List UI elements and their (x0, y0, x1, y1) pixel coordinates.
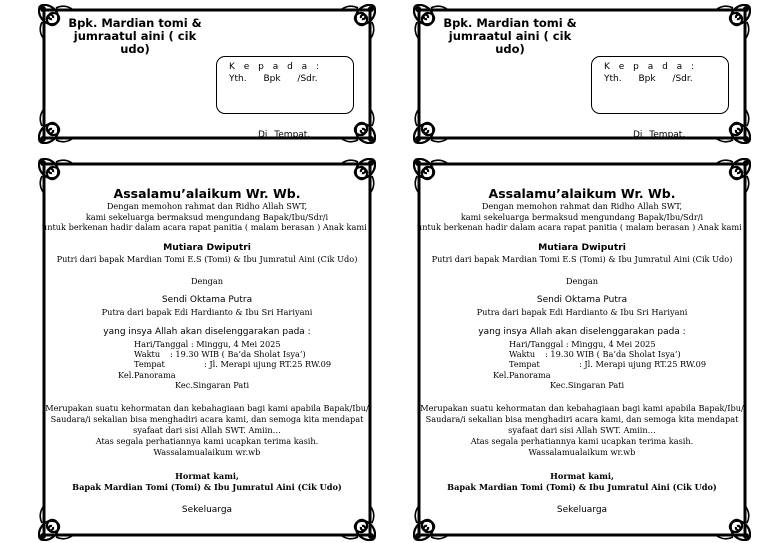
kecamatan: Kec.Singaran Pati (175, 380, 250, 390)
signers: Bapak Mardian Tomi (Tomi) & Ibu Jumratul Aini (Cik Udo) (72, 482, 342, 492)
place-label: Tempat (509, 359, 540, 369)
with-label: Dengan (190, 276, 224, 286)
invitation-card-left (38, 158, 376, 541)
sender-name: Bpk. Mardian tomi & jumraatul aini ( cik udo) (443, 16, 577, 56)
envelope-card-right (413, 4, 751, 144)
bride-parents: Putri dari bapak Mardian Tomi E.S (Tomi) & Ibu Jumratul Aini (Cik Udo) (56, 254, 358, 264)
greeting: Assalamu’alaikum Wr. Wb. (488, 186, 676, 201)
family-label: Sekeluarga (556, 505, 608, 515)
greeting: Assalamu’alaikum Wr. Wb. (113, 186, 301, 201)
place-value: : Jl. Merapi ujung RT.25 RW.09 (579, 359, 707, 369)
kecamatan: Kec.Singaran Pati (550, 380, 625, 390)
closing-line-1: Merupakan suatu kehormatan dan kebahagiaan bagi kami apabila Bapak/Ibu/ (420, 403, 744, 413)
time-value: : 19.30 WIB ( Ba’da Sholat Isya’) (545, 349, 681, 359)
invitation-card-right (413, 158, 751, 541)
groom-parents: Putra dari bapak Edi Hardianto & Ibu Sri Hariyani (476, 307, 688, 317)
closing-line-3: syafaat dari sisi Allah SWT. Amiin… (508, 425, 656, 435)
intro-line-1: Dengan memohon rahmat dan Ridho Allah SWT, (106, 201, 308, 211)
intro-line-2: kami sekeluarga bermaksud mengundang Bapak/Ibu/Sdr/i (460, 212, 704, 222)
regards: Hormat kami, (550, 471, 614, 481)
di-tempat-label: Di Tempat. (258, 130, 311, 140)
time-label: Waktu (509, 349, 536, 359)
closing-line-2: Saudara/i sekalian bisa menghadiri acara kami, dan semoga kita mendapat (425, 414, 739, 424)
signers: Bapak Mardian Tomi (Tomi) & Ibu Jumratul Aini (Cik Udo) (447, 482, 717, 492)
groom-parents: Putra dari bapak Edi Hardianto & Ibu Sri Hariyani (101, 307, 313, 317)
closing-line-5: Wassalamualaikum wr.wb (153, 447, 261, 457)
place-label: Tempat (134, 359, 165, 369)
intro-line-2: kami sekeluarga bermaksud mengundang Bapak/Ibu/Sdr/i (85, 212, 329, 222)
regards: Hormat kami, (175, 471, 239, 481)
kepada-label: K e p a d a : (229, 62, 323, 72)
closing-line-3: syafaat dari sisi Allah SWT. Amiin… (133, 425, 281, 435)
closing-line-1: Merupakan suatu kehormatan dan kebahagiaan bagi kami apabila Bapak/Ibu/ (45, 403, 369, 413)
address-box (591, 56, 729, 114)
address-box (216, 56, 354, 114)
event-intro: yang insya Allah akan diselenggarakan pada : (103, 327, 311, 337)
groom-name: Sendi Oktama Putra (536, 295, 628, 305)
event-date: Hari/Tanggal : Minggu, 4 Mei 2025 (509, 339, 656, 349)
di-tempat-label: Di Tempat. (633, 130, 686, 140)
event-intro: yang insya Allah akan diselenggarakan pada : (478, 327, 686, 337)
intro-line-1: Dengan memohon rahmat dan Ridho Allah SWT, (481, 201, 683, 211)
event-date: Hari/Tanggal : Minggu, 4 Mei 2025 (134, 339, 281, 349)
intro-line-3: untuk berkenan hadir dalam acara rapat panitia ( malam berasan ) Anak kami : (41, 222, 373, 232)
with-label: Dengan (565, 276, 599, 286)
kelurahan: Kel.Panorama (118, 370, 176, 380)
closing-line-5: Wassalamualaikum wr.wb (528, 447, 636, 457)
kelurahan: Kel.Panorama (493, 370, 551, 380)
recipient-salutation: Yth. Bpk /Sdr. (229, 74, 318, 84)
time-value: : 19.30 WIB ( Ba’da Sholat Isya’) (170, 349, 306, 359)
recipient-salutation: Yth. Bpk /Sdr. (604, 74, 693, 84)
envelope-card-left (38, 4, 376, 144)
sender-name: Bpk. Mardian tomi & jumraatul aini ( cik udo) (68, 16, 202, 56)
kepada-label: K e p a d a : (604, 62, 698, 72)
family-label: Sekeluarga (181, 505, 233, 515)
intro-line-3: untuk berkenan hadir dalam acara rapat panitia ( malam berasan ) Anak kami : (416, 222, 748, 232)
closing-line-4: Atas segala perhatiannya kami ucapkan terima kasih. (470, 436, 694, 446)
closing-line-4: Atas segala perhatiannya kami ucapkan terima kasih. (95, 436, 319, 446)
place-value: : Jl. Merapi ujung RT.25 RW.09 (204, 359, 332, 369)
bride-name: Mutiara Dwiputri (538, 242, 626, 253)
bride-name: Mutiara Dwiputri (163, 242, 251, 253)
closing-line-2: Saudara/i sekalian bisa menghadiri acara kami, dan semoga kita mendapat (50, 414, 364, 424)
time-label: Waktu (134, 349, 161, 359)
bride-parents: Putri dari bapak Mardian Tomi E.S (Tomi) & Ibu Jumratul Aini (Cik Udo) (431, 254, 733, 264)
groom-name: Sendi Oktama Putra (161, 295, 253, 305)
